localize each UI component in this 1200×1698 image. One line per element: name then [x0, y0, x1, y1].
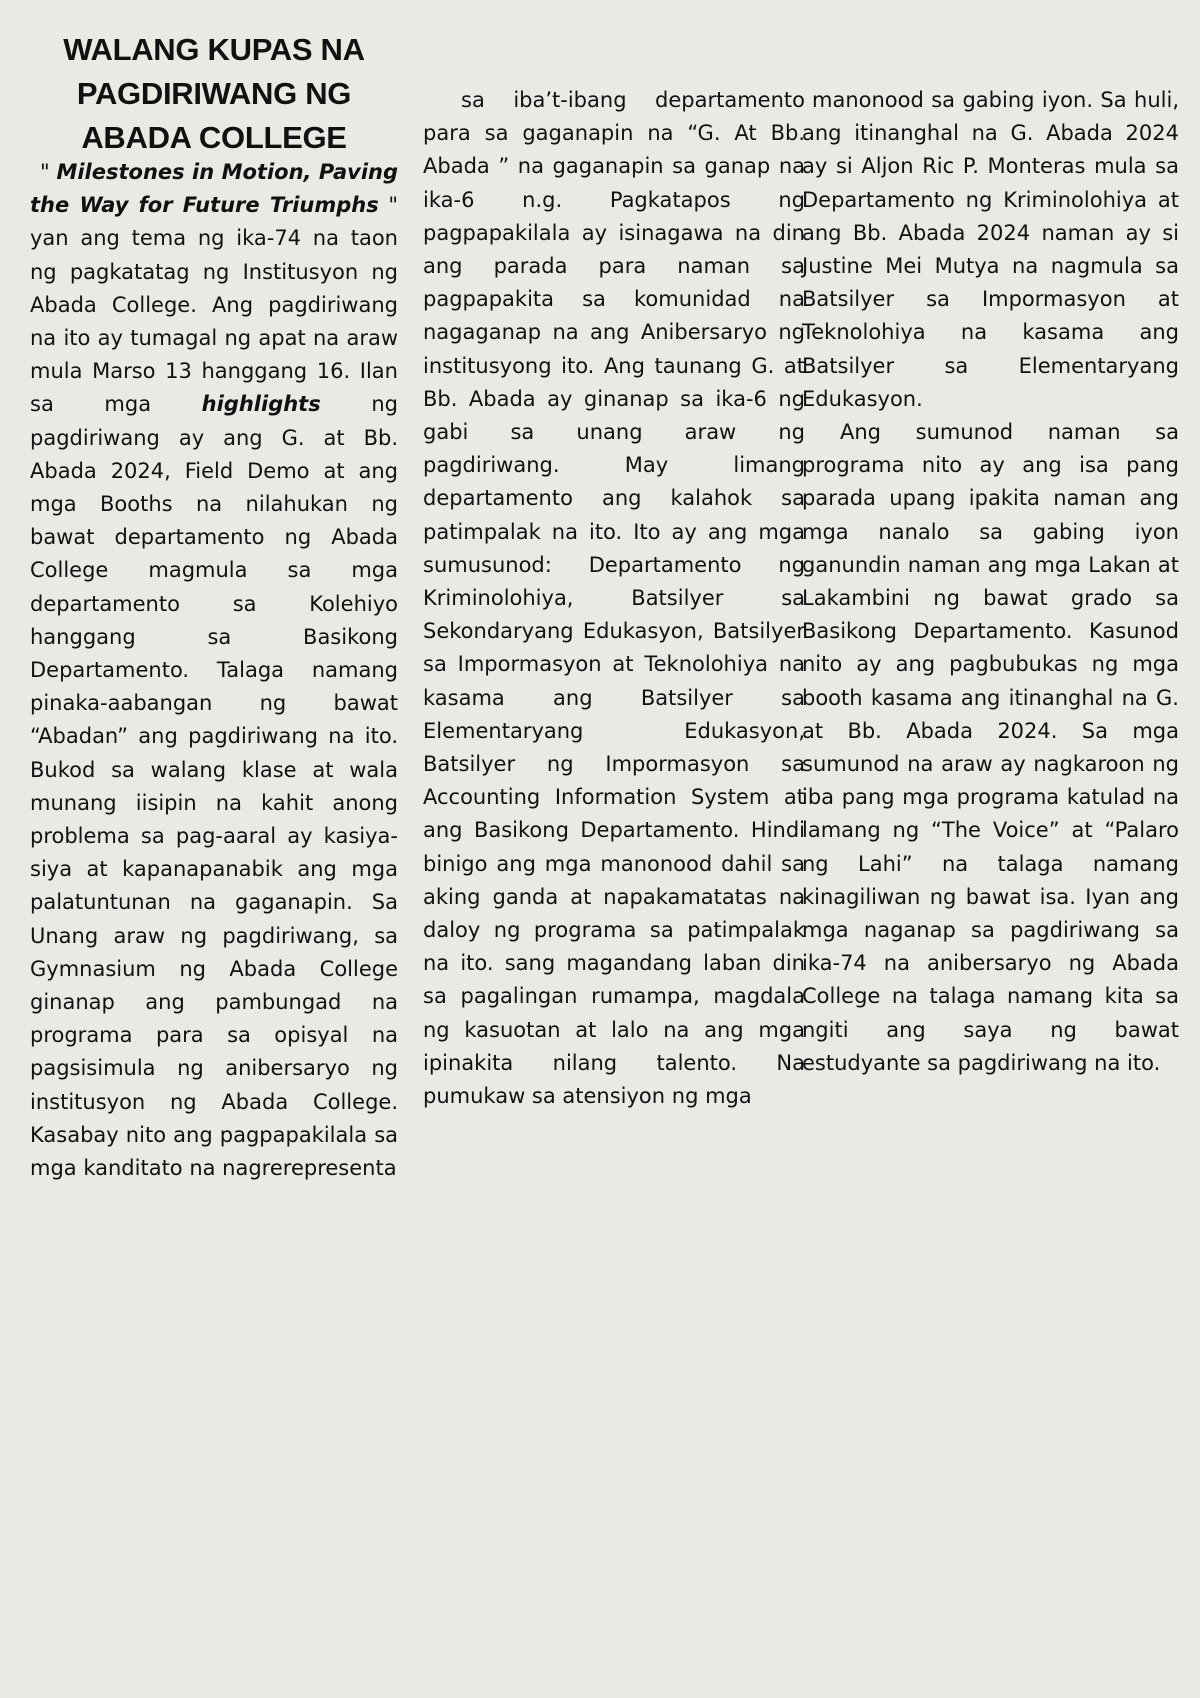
column-3-paragraph-1: manonood sa gabing iyon. Sa huli, ang itinanghal na G. Abada 2024 ay si Aljon Ric P. Monteras mula sa Departamento ng Kriminolohiya at ang Bb. Abada 2024 naman ay si Justine Mei Mutya na nagmula sa Batsilyer sa Impormasyon at Teknolohiya na kasama ang Batsilyer sa Elementaryang Edukasyon. [802, 88, 1179, 411]
lead-text-part-b: ng pagdiriwang ay ang G. at Bb. Abada 2024, Field Demo at ang mga Booths na nilahukan ng bawat departamento ng Abada College magmula sa mga departamento sa Kolehiyo hanggang sa Basikong Departamento. Talaga namang pinaka-aabangan ng bawat “Abadan” ang pagdiriwang na ito. Bukod sa walang klase at wala munang iisipin na kahit anong problema sa pag-aaral ay kasiya-siya at kapanapanabik ang mga palatuntunan na gaganapin. Sa Unang araw ng pagdiriwang, sa Gymnasium ng Abada College ginanap ang pambungad na programa para sa opisyal na pagsisimula ng anibersaryo ng institusyon ng Abada College. Kasabay nito ang pagpapakilala sa mga kanditato na nagrerepresenta [30, 392, 398, 1181]
column-3-paragraph-2: Ang sumunod naman sa programa nito ay ang isa pang parada upang ipakita naman ang mga nanalo sa gabing iyon ganundin naman ang mga Lakan at Lakambini ng bawat grado sa Basikong Departamento. Kasunod nito ay ang pagbubukas ng mga booth kasama ang itinanghal na G. at Bb. Abada 2024. Sa mga sumunod na araw ay nagkaroon ng iba pang mga programa katulad na lamang ng “The Voice” at “Palaro ng Lahi” na talaga namang kinagiliwan ng bawat isa. Iyan ang mga naganap sa pagdiriwang sa ika-74 na anibersaryo ng Abada College na talaga namang kita sa ngiti ang saya ng bawat estudyante sa pagdiriwang na ito. [802, 420, 1179, 1075]
theme-close-quote: " [378, 193, 398, 218]
article-lead-paragraph [30, 156, 398, 1185]
article-page [30, 28, 1179, 1668]
highlight-word: highlights [201, 392, 321, 417]
headline-line-2: PAGDIRIWANG NG [76, 76, 352, 111]
event-theme: Milestones in Motion, Paving the Way for Future Triumphs [30, 160, 398, 218]
headline-line-1: WALANG KUPAS NA [63, 32, 365, 67]
theme-open-quote: " [40, 160, 57, 184]
headline-line-3: ABADA COLLEGE [81, 120, 347, 155]
article-column-1 [30, 28, 398, 1185]
article-column-2 [423, 84, 805, 1113]
column-2-text: sa iba’t-ibang departamento para sa gaganapin na “G. At Bb. Abada ” na gaganapin sa ganap na ika-6 n.g. Pagkatapos ng pagpapakilala ay isinagawa na din ang parada para naman sa pagpapakita sa komunidad na nagaganap na ang Anibersaryo ng institusyong ito. Ang taunang G. at Bb. Abada ay ginanap sa ika-6 ng gabi sa unang araw ng pagdiriwang. May limang departamento ang kalahok sa patimpalak na ito. Ito ay ang mga sumusunod: Departamento ng Kriminolohiya, Batsilyer sa Sekondaryang Edukasyon, Batsilyer sa Impormasyon at Teknolohiya na kasama ang Batsilyer sa Elementaryang Edukasyon, Batsilyer ng Impormasyon sa Accounting Information System at ang Basikong Departamento. Hindi binigo ang mga manonood dahil sa aking ganda at napakamatatas na daloy ng programa sa patimpalak na ito. sang magandang laban din sa pagalingan rumampa, magdala ng kasuotan at lalo na ang mga ipinakita nilang talento. Na pumukaw sa atensiyon ng mga [423, 88, 805, 1109]
lead-text-part-a: yan ang tema ng ika-74 na taon ng pagkatatag ng Institusyon ng Abada College. Ang pagdiriwang na ito ay tumagal ng apat na araw mula Marso 13 hanggang 16. Ilan sa mga [30, 226, 398, 417]
article-column-3 [802, 84, 1179, 1080]
article-headline [30, 28, 398, 160]
